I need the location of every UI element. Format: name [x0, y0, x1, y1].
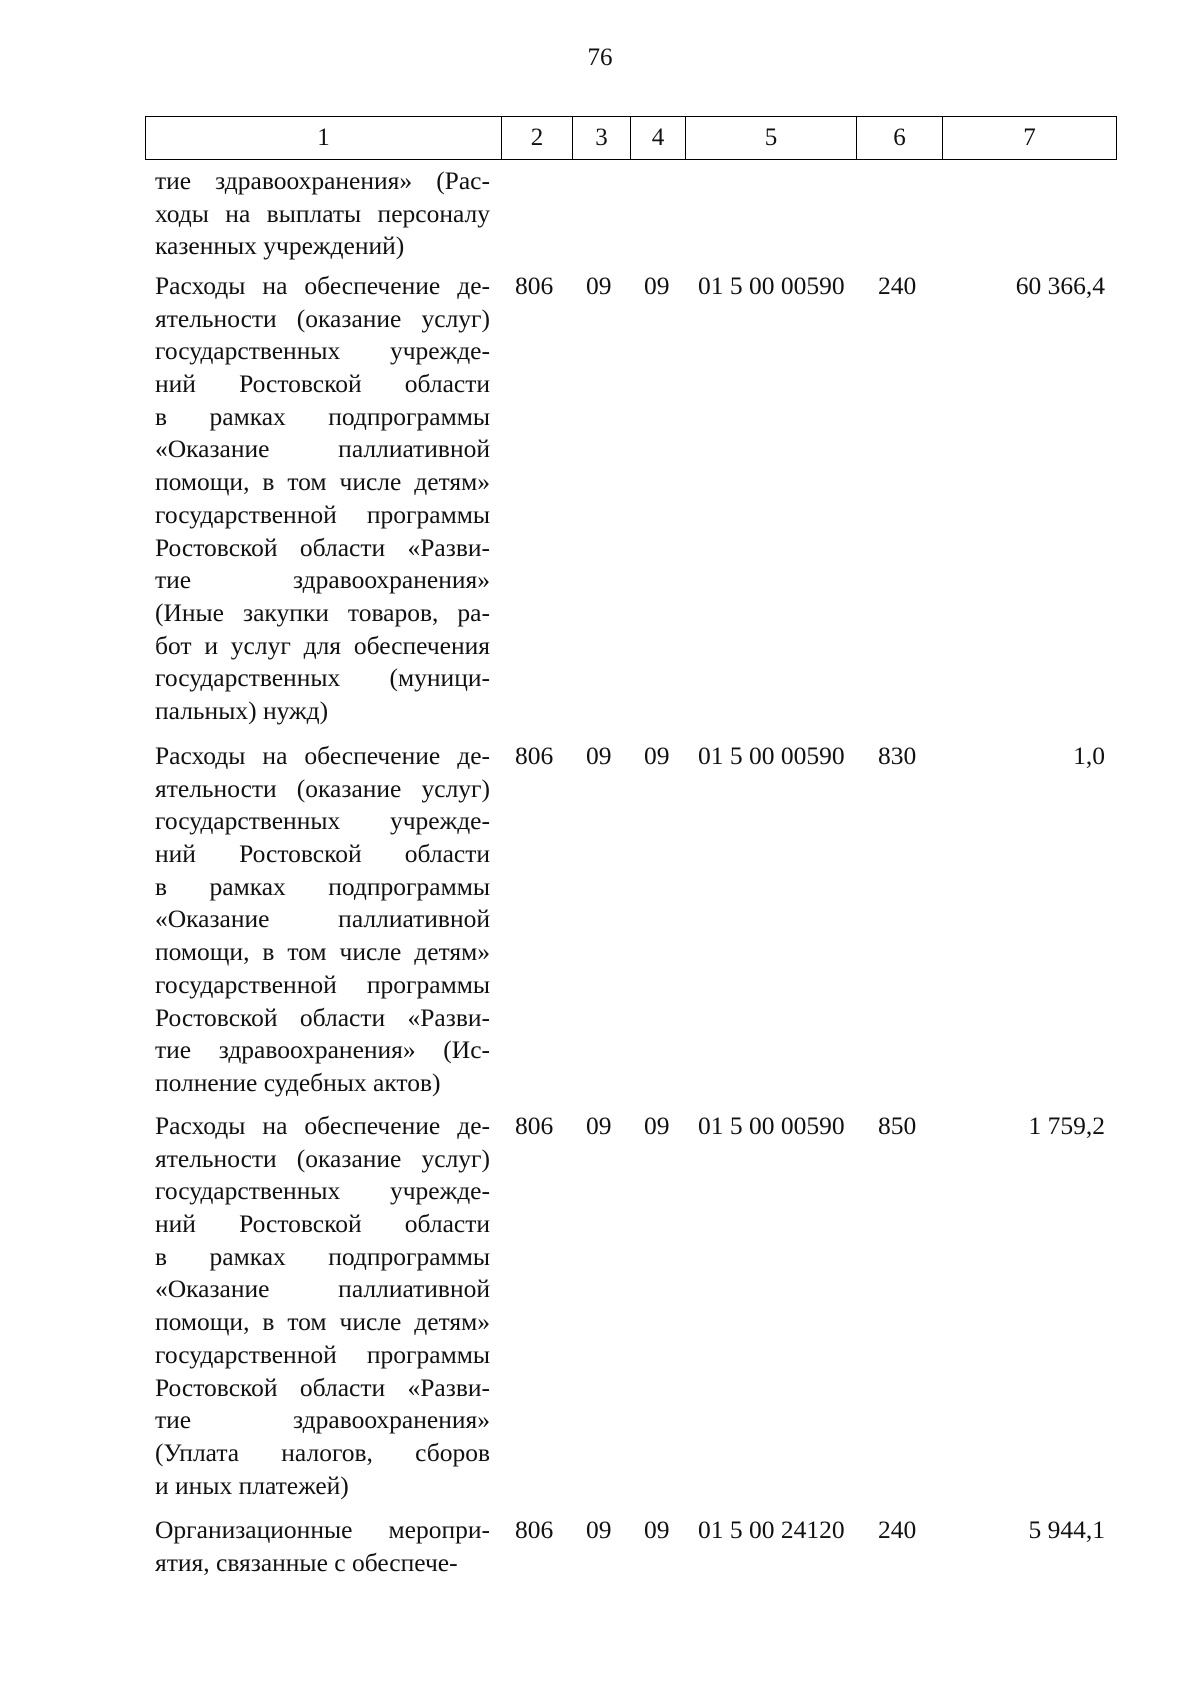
- description-line: (Иные закупки товаров, ра-: [155, 597, 490, 627]
- description-line: ятельности (оказание услуг): [155, 1143, 490, 1173]
- description-line: Расходы на обеспечение де-: [155, 271, 490, 300]
- description-line: (Уплата налогов, сборов: [155, 1437, 490, 1467]
- column-header: 3: [573, 117, 631, 160]
- cell-c3: 09: [586, 271, 612, 300]
- description-line: Расходы на обеспечение де-: [155, 741, 490, 770]
- cell-c3: 09: [586, 741, 612, 770]
- description-line: в рамках подпрограммы: [155, 1241, 490, 1271]
- description-line: и иных платежей): [155, 1470, 349, 1500]
- description-line: государственных учрежде-: [155, 1176, 490, 1206]
- description-line: ний Ростовской области: [155, 1209, 490, 1239]
- description-line: ятельности (оказание услуг): [155, 773, 490, 803]
- cell-c5: 01 5 00 00590: [698, 741, 845, 770]
- description-line: государственных (муници-: [155, 663, 490, 693]
- description-line: помощи, в том числе детям»: [155, 467, 490, 497]
- description-line: тие здравоохранения» (Рас-: [155, 166, 490, 195]
- cell-c7: 1 759,2: [1028, 1111, 1105, 1140]
- description-line: тие здравоохранения»: [155, 1405, 490, 1435]
- description-line: тие здравоохранения» (Ис-: [155, 1035, 490, 1065]
- description-line: ходы на выплаты персоналу: [155, 198, 490, 228]
- cell-c7: 1,0: [1073, 741, 1105, 770]
- description-line: ятельности (оказание услуг): [155, 303, 490, 333]
- description-line: Расходы на обеспечение де-: [155, 1111, 490, 1140]
- column-header: 5: [686, 117, 857, 160]
- description-line: «Оказание паллиативной: [155, 434, 490, 464]
- description-line: помощи, в том числе детям»: [155, 937, 490, 967]
- description-line: государственной программы: [155, 499, 490, 529]
- description-line: тие здравоохранения»: [155, 565, 490, 595]
- cell-c2: 806: [515, 1515, 554, 1544]
- description-line: бот и услуг для обеспечения: [155, 630, 490, 660]
- description-line: в рамках подпрограммы: [155, 871, 490, 901]
- description-line: помощи, в том числе детям»: [155, 1307, 490, 1337]
- cell-c4: 09: [644, 741, 670, 770]
- cell-c6: 830: [878, 741, 917, 770]
- description-line: государственной программы: [155, 1339, 490, 1369]
- cell-c6: 850: [878, 1111, 917, 1140]
- page-number: 76: [587, 44, 613, 71]
- cell-c2: 806: [515, 741, 554, 770]
- cell-c5: 01 5 00 24120: [698, 1515, 845, 1544]
- cell-c7: 60 366,4: [1015, 271, 1105, 300]
- description-line: Ростовской области «Разви-: [155, 1372, 490, 1402]
- description-line: ний Ростовской области: [155, 369, 490, 399]
- cell-c4: 09: [644, 271, 670, 300]
- cell-c3: 09: [586, 1515, 612, 1544]
- cell-c6: 240: [878, 1515, 917, 1544]
- description-line: «Оказание паллиативной: [155, 1274, 490, 1304]
- column-header: 7: [943, 117, 1117, 160]
- description-line: «Оказание паллиативной: [155, 904, 490, 934]
- cell-c3: 09: [586, 1111, 612, 1140]
- cell-c4: 09: [644, 1515, 670, 1544]
- row-description: [155, 270, 490, 728]
- description-line: ятия, связанные с обеспече-: [155, 1547, 458, 1577]
- row-description: [155, 1514, 490, 1579]
- table-header: [145, 116, 1117, 160]
- cell-c2: 806: [515, 1111, 554, 1140]
- description-line: Ростовской области «Разви-: [155, 1002, 490, 1032]
- description-line: государственной программы: [155, 969, 490, 999]
- row-description: [155, 165, 490, 263]
- column-header: 6: [857, 117, 943, 160]
- row-description: [155, 1110, 490, 1502]
- description-line: в рамках подпрограммы: [155, 401, 490, 431]
- description-line: Организационные меропри-: [155, 1515, 490, 1544]
- column-header: 4: [631, 117, 686, 160]
- cell-c4: 09: [644, 1111, 670, 1140]
- description-line: ний Ростовской области: [155, 839, 490, 869]
- column-header: 1: [146, 117, 502, 160]
- description-line: государственных учрежде-: [155, 806, 490, 836]
- cell-c2: 806: [515, 271, 554, 300]
- column-header: 2: [502, 117, 573, 160]
- description-line: казенных учреждений): [155, 231, 405, 261]
- cell-c7: 5 944,1: [1028, 1515, 1105, 1544]
- description-line: пальных) нужд): [155, 695, 329, 725]
- cell-c5: 01 5 00 00590: [698, 1111, 845, 1140]
- description-line: государственных учрежде-: [155, 336, 490, 366]
- cell-c5: 01 5 00 00590: [698, 271, 845, 300]
- row-description: [155, 740, 490, 1100]
- description-line: полнение судебных актов): [155, 1067, 441, 1097]
- description-line: Ростовской области «Разви-: [155, 532, 490, 562]
- cell-c6: 240: [878, 271, 917, 300]
